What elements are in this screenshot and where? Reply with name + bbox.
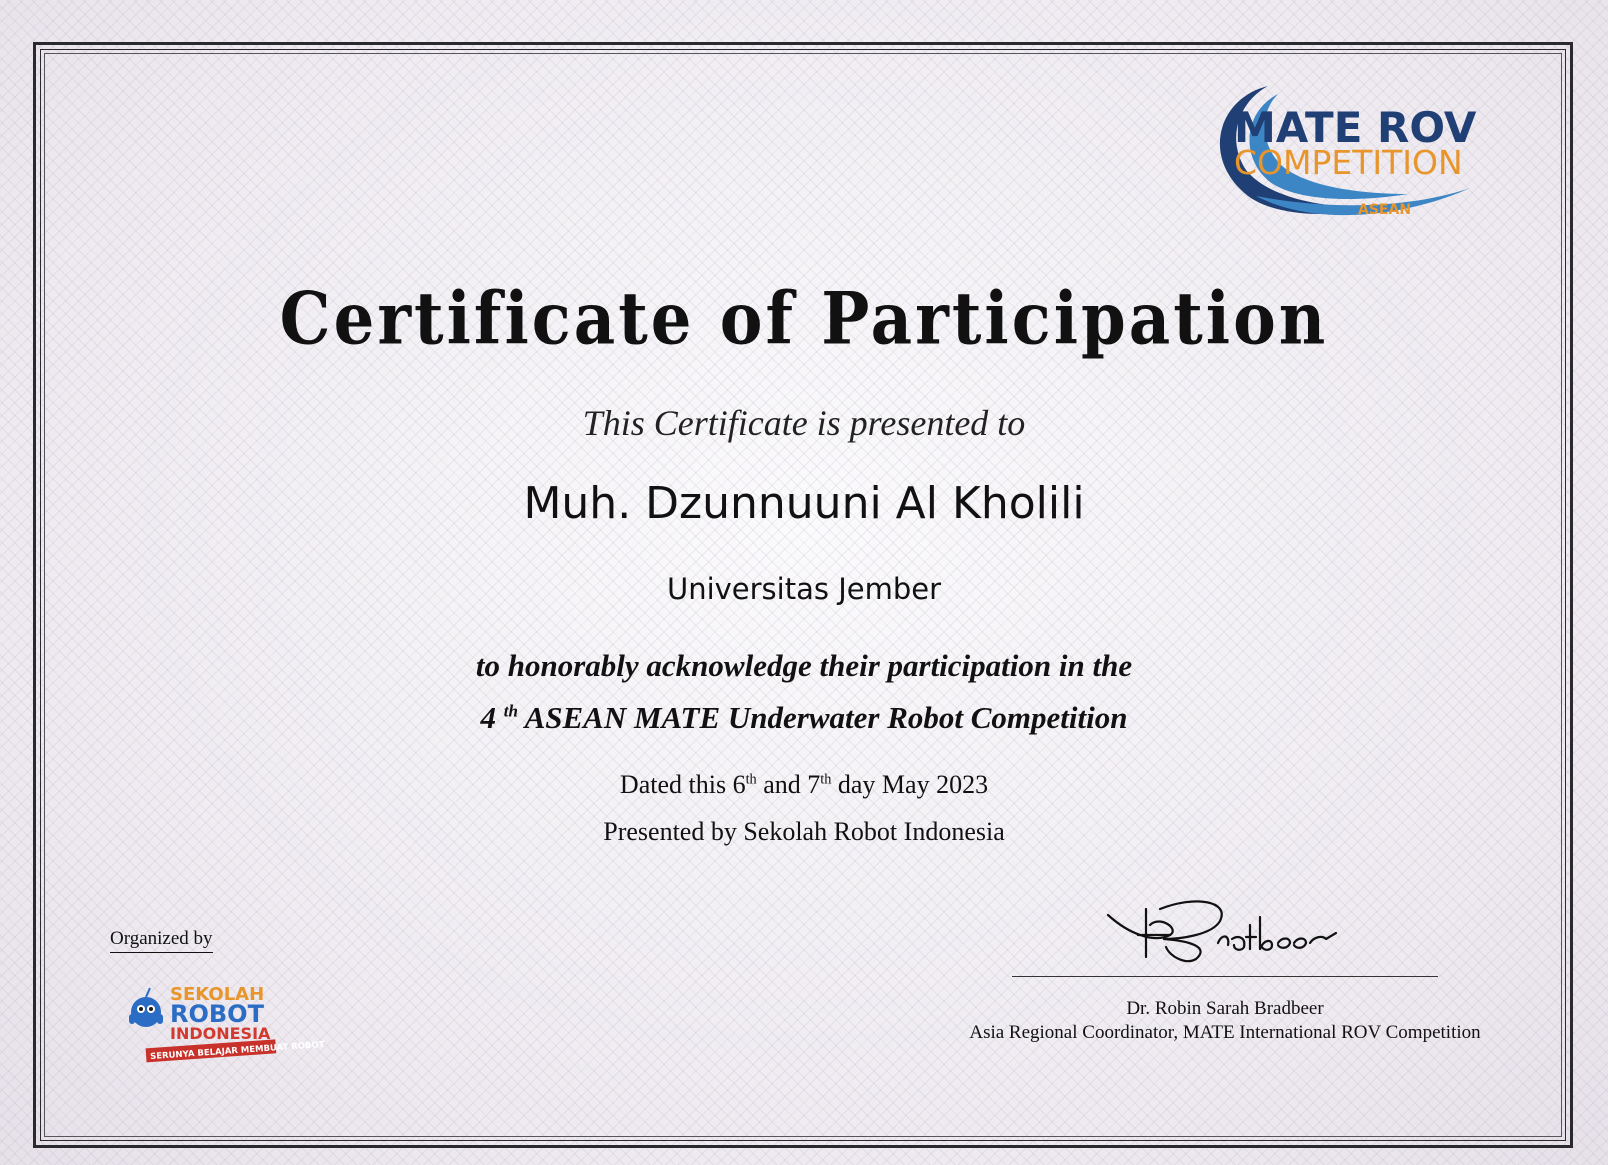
svg-text:INDONESIA: INDONESIA <box>170 1024 271 1043</box>
sekolah-robot-indonesia-logo <box>124 980 325 1070</box>
mate-rov-logo <box>1208 78 1518 228</box>
date-ordinal-1: th <box>745 771 757 788</box>
date-middle: and 7 <box>763 770 821 799</box>
signatory-title: Asia Regional Coordinator, MATE International ROV Competition <box>969 1022 1481 1043</box>
date-line <box>0 770 1608 800</box>
certificate-title: Certificate of Participation <box>279 277 1329 362</box>
signatory-name: Dr. Robin Sarah Bradbeer <box>1126 998 1324 1019</box>
svg-text:ROBOT: ROBOT <box>170 1000 264 1028</box>
recipient-institution: Universitas Jember <box>666 572 942 606</box>
competition-ordinal: th <box>503 701 518 721</box>
svg-text:ASEAN: ASEAN <box>1358 202 1412 218</box>
competition-name-line <box>0 700 1608 736</box>
svg-text:SERUNYA BELAJAR MEMBUAT ROBOT: SERUNYA BELAJAR MEMBUAT ROBOT <box>149 1039 325 1063</box>
presented-to-text: This Certificate is presented to <box>582 403 1026 443</box>
organized-by-label: Organized by <box>110 928 213 953</box>
svg-text:COMPETITION: COMPETITION <box>1234 143 1463 182</box>
date-prefix: Dated this 6 <box>619 770 746 799</box>
date-ordinal-2: th <box>820 771 832 788</box>
svg-text:SEKOLAH: SEKOLAH <box>170 984 265 1005</box>
presenter-text: Presented by Sekolah Robot Indonesia <box>603 817 1005 846</box>
recipient-name: Muh. Dzunnuuni Al Kholili <box>523 478 1085 529</box>
svg-text:MATE ROV: MATE ROV <box>1234 103 1477 152</box>
signature-line <box>1012 976 1438 977</box>
competition-name: ASEAN MATE Underwater Robot Competition <box>524 700 1128 735</box>
date-end: day May 2023 <box>837 770 989 799</box>
competition-number: 4 <box>480 700 496 735</box>
acknowledgement-text: to honorably acknowledge their participation in the <box>475 648 1133 683</box>
signature-image <box>1100 895 1350 970</box>
